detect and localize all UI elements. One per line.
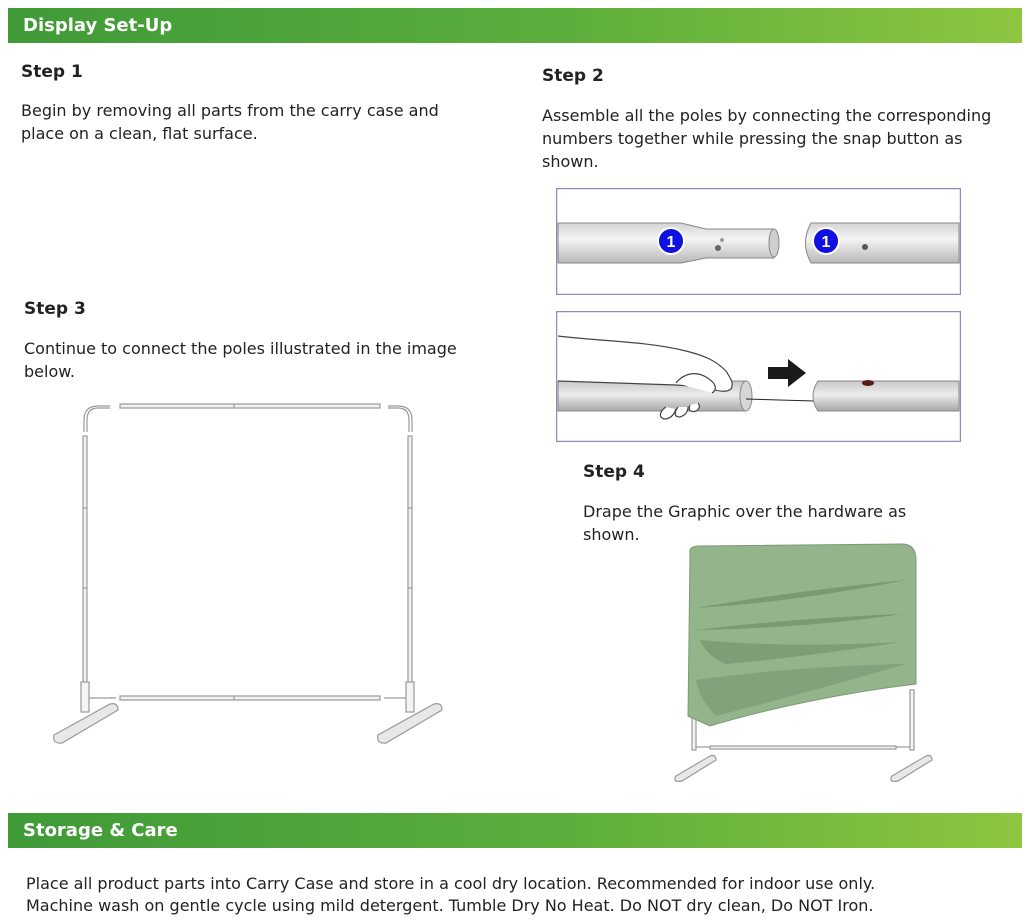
draped-graphic-illustration: [666, 540, 956, 790]
snap-button-illustration: [556, 311, 961, 442]
right-foot: [891, 756, 932, 782]
pole-connection-illustration: [556, 188, 961, 295]
care-line-2: Machine wash on gentle cycle using mild detergent. Tumble Dry No Heat. Do NOT dry clean, Do NOT Iron.: [26, 896, 874, 915]
left-pole-end: [769, 229, 779, 257]
step3-text: Continue to connect the poles illustrated in the image below.: [24, 339, 457, 381]
storage-care-title: Storage & Care: [23, 820, 178, 841]
left-upright: [83, 436, 87, 696]
step2-text: Assemble all the poles by connecting the corresponding numbers together while pressing the snap button as shown.: [542, 106, 992, 171]
bottom-bar: [120, 696, 380, 700]
step4-title: Step 4: [583, 462, 645, 482]
display-setup-banner: [8, 8, 1022, 43]
snap-button-hole: [715, 245, 721, 251]
display-setup-title: Display Set-Up: [23, 15, 173, 36]
corner-left: [84, 406, 110, 432]
step4-text: Drape the Graphic over the hardware as shown.: [583, 502, 907, 544]
storage-care-banner: [8, 813, 1022, 848]
top-bar: [120, 404, 380, 408]
step2-title: Step 2: [542, 66, 604, 86]
right-pole-hole: [862, 244, 868, 250]
pole-number-label: 1: [821, 234, 831, 251]
right-pole: [813, 381, 959, 411]
right-upright: [408, 436, 412, 696]
step1-text: Begin by removing all parts from the carry case and place on a clean, flat surface.: [21, 101, 439, 143]
care-line-1: Place all product parts into Carry Case and store in a cool dry location. Recommended for indoor use only.: [26, 874, 876, 893]
step1-title: Step 1: [21, 62, 83, 82]
left-foot: [675, 756, 716, 782]
frame-illustration: [48, 398, 448, 758]
pole-number-label: 1: [666, 234, 676, 251]
care-instructions: [26, 873, 875, 917]
snap-hole: [862, 380, 874, 386]
step3-title: Step 3: [24, 299, 86, 319]
